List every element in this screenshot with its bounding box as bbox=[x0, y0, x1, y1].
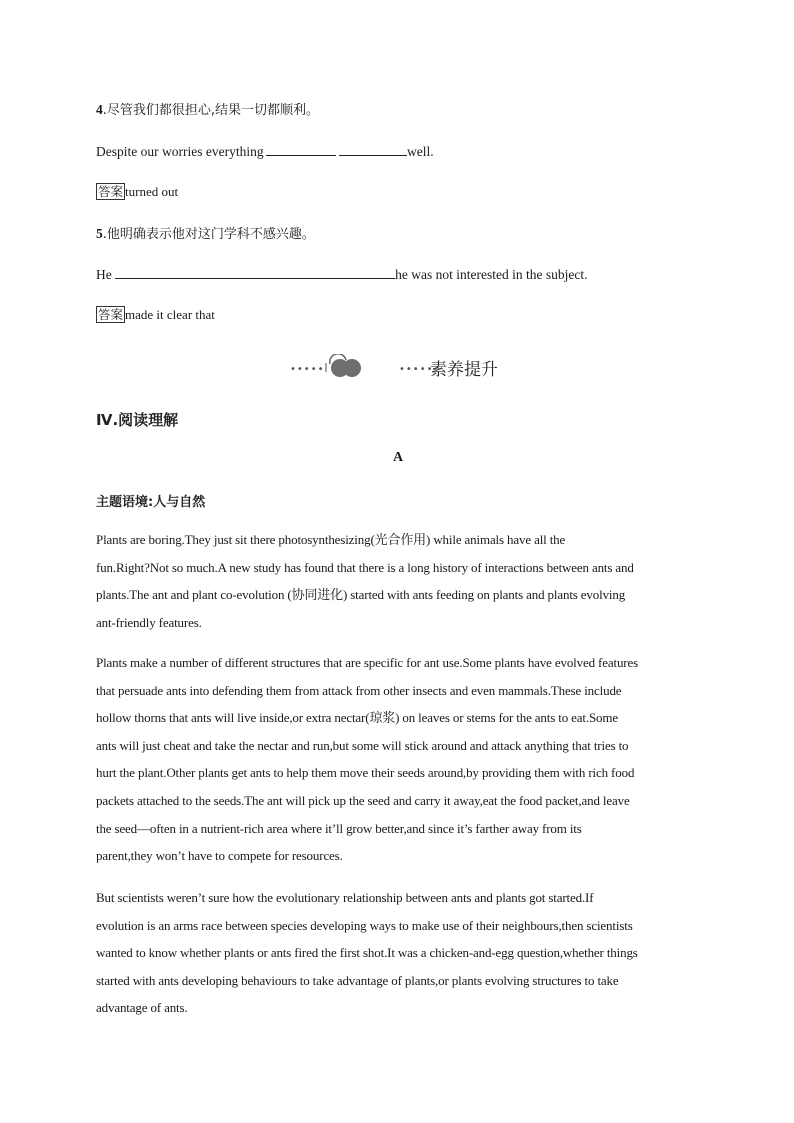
section-divider bbox=[286, 354, 516, 378]
question-number: 5 bbox=[96, 226, 103, 241]
paragraph-line: packets attached to the seeds.The ant will pick up the seed and carry it away,eat the food packet,and leave bbox=[96, 792, 630, 808]
question-5-prompt bbox=[96, 225, 315, 244]
dots-decoration: ••••• bbox=[290, 364, 325, 375]
sentence-before: He bbox=[96, 267, 116, 282]
section-title: Ⅳ.阅读理解 bbox=[96, 411, 179, 429]
paragraph-line: plants.The ant and plant co-evolution (协同进化) started with ants feeding on plants and plants evolving bbox=[96, 587, 626, 603]
paragraph-line: Plants are boring.They just sit there photosynthesizing(光合作用) while animals have all the bbox=[96, 532, 566, 547]
sentence-after: well. bbox=[406, 144, 434, 159]
paragraph-line: advantage of ants. bbox=[96, 1000, 188, 1016]
paragraph-line: evolution is an arms race between species developing ways to make use of their neighbours,then scientists bbox=[96, 917, 633, 933]
paragraph-line: fun.Right?Not so much.A new study has found that there is a long history of interactions between ants and bbox=[96, 559, 634, 575]
paragraph-1 bbox=[96, 526, 700, 636]
paragraph-line: that persuade ants into defending them from attack from other insects and even mammals.These include bbox=[96, 682, 622, 698]
question-5-sentence bbox=[96, 265, 587, 284]
paragraph-line: started with ants developing behaviours to take advantage of plants,or plants evolving structures to take bbox=[96, 972, 619, 988]
answer-blank[interactable] bbox=[266, 142, 336, 156]
paragraph-2 bbox=[96, 649, 700, 870]
answer-text: turned out bbox=[125, 184, 179, 199]
answer-text: made it clear that bbox=[125, 307, 215, 322]
double-circle-icon bbox=[324, 354, 368, 378]
paragraph-line: Plants make a number of different structures that are specific for ant use.Some plants have evolved features bbox=[96, 655, 639, 670]
sentence-before: Despite our worries everything bbox=[96, 144, 264, 159]
answer-blank[interactable] bbox=[115, 265, 395, 279]
divider-title: 素养提升 bbox=[430, 360, 498, 380]
answer-tag: 答案 bbox=[98, 184, 124, 199]
answer-tag: 答案 bbox=[98, 307, 124, 322]
paragraph-line: ants will just cheat and take the nectar and run,but some will stick around and attack anything that tries to bbox=[96, 737, 629, 753]
paragraph-line: hollow thorns that ants will live inside,or extra nectar(琼浆) on leaves or stems for the ants to eat.Some bbox=[96, 710, 618, 726]
paragraph-line: ant-friendly features. bbox=[96, 614, 202, 630]
question-5-answer bbox=[96, 306, 215, 324]
paragraph-3 bbox=[96, 884, 700, 1022]
paragraph-line: wanted to know whether plants or ants fired the first shot.It was a chicken-and-egg question,whether things bbox=[96, 945, 638, 961]
question-text: .他明确表示他对这门学科不感兴趣。 bbox=[102, 227, 315, 242]
question-text: .尽管我们都很担心,结果一切都顺利。 bbox=[102, 103, 320, 118]
passage-label: A bbox=[393, 450, 404, 465]
dots-decoration: ••••• bbox=[399, 364, 434, 375]
answer-blank[interactable] bbox=[339, 142, 407, 156]
sentence-after: he was not interested in the subject. bbox=[395, 267, 588, 282]
paragraph-line: hurt the plant.Other plants get ants to help them move their seeds around,by providing them with rich food bbox=[96, 765, 635, 781]
question-4-answer bbox=[96, 183, 178, 201]
question-number: 4 bbox=[96, 102, 103, 117]
question-4-sentence bbox=[96, 142, 434, 161]
paragraph-line: parent,they won’t have to compete for resources. bbox=[96, 848, 343, 864]
paragraph-line: the seed—often in a nutrient-rich area where it’ll grow better,and since it’s farther away from its bbox=[96, 820, 582, 836]
paragraph-line: But scientists weren’t sure how the evolutionary relationship between ants and plants got started.If bbox=[96, 890, 594, 905]
passage-theme: 主题语境:人与自然 bbox=[96, 495, 206, 510]
question-4-prompt bbox=[96, 101, 319, 120]
